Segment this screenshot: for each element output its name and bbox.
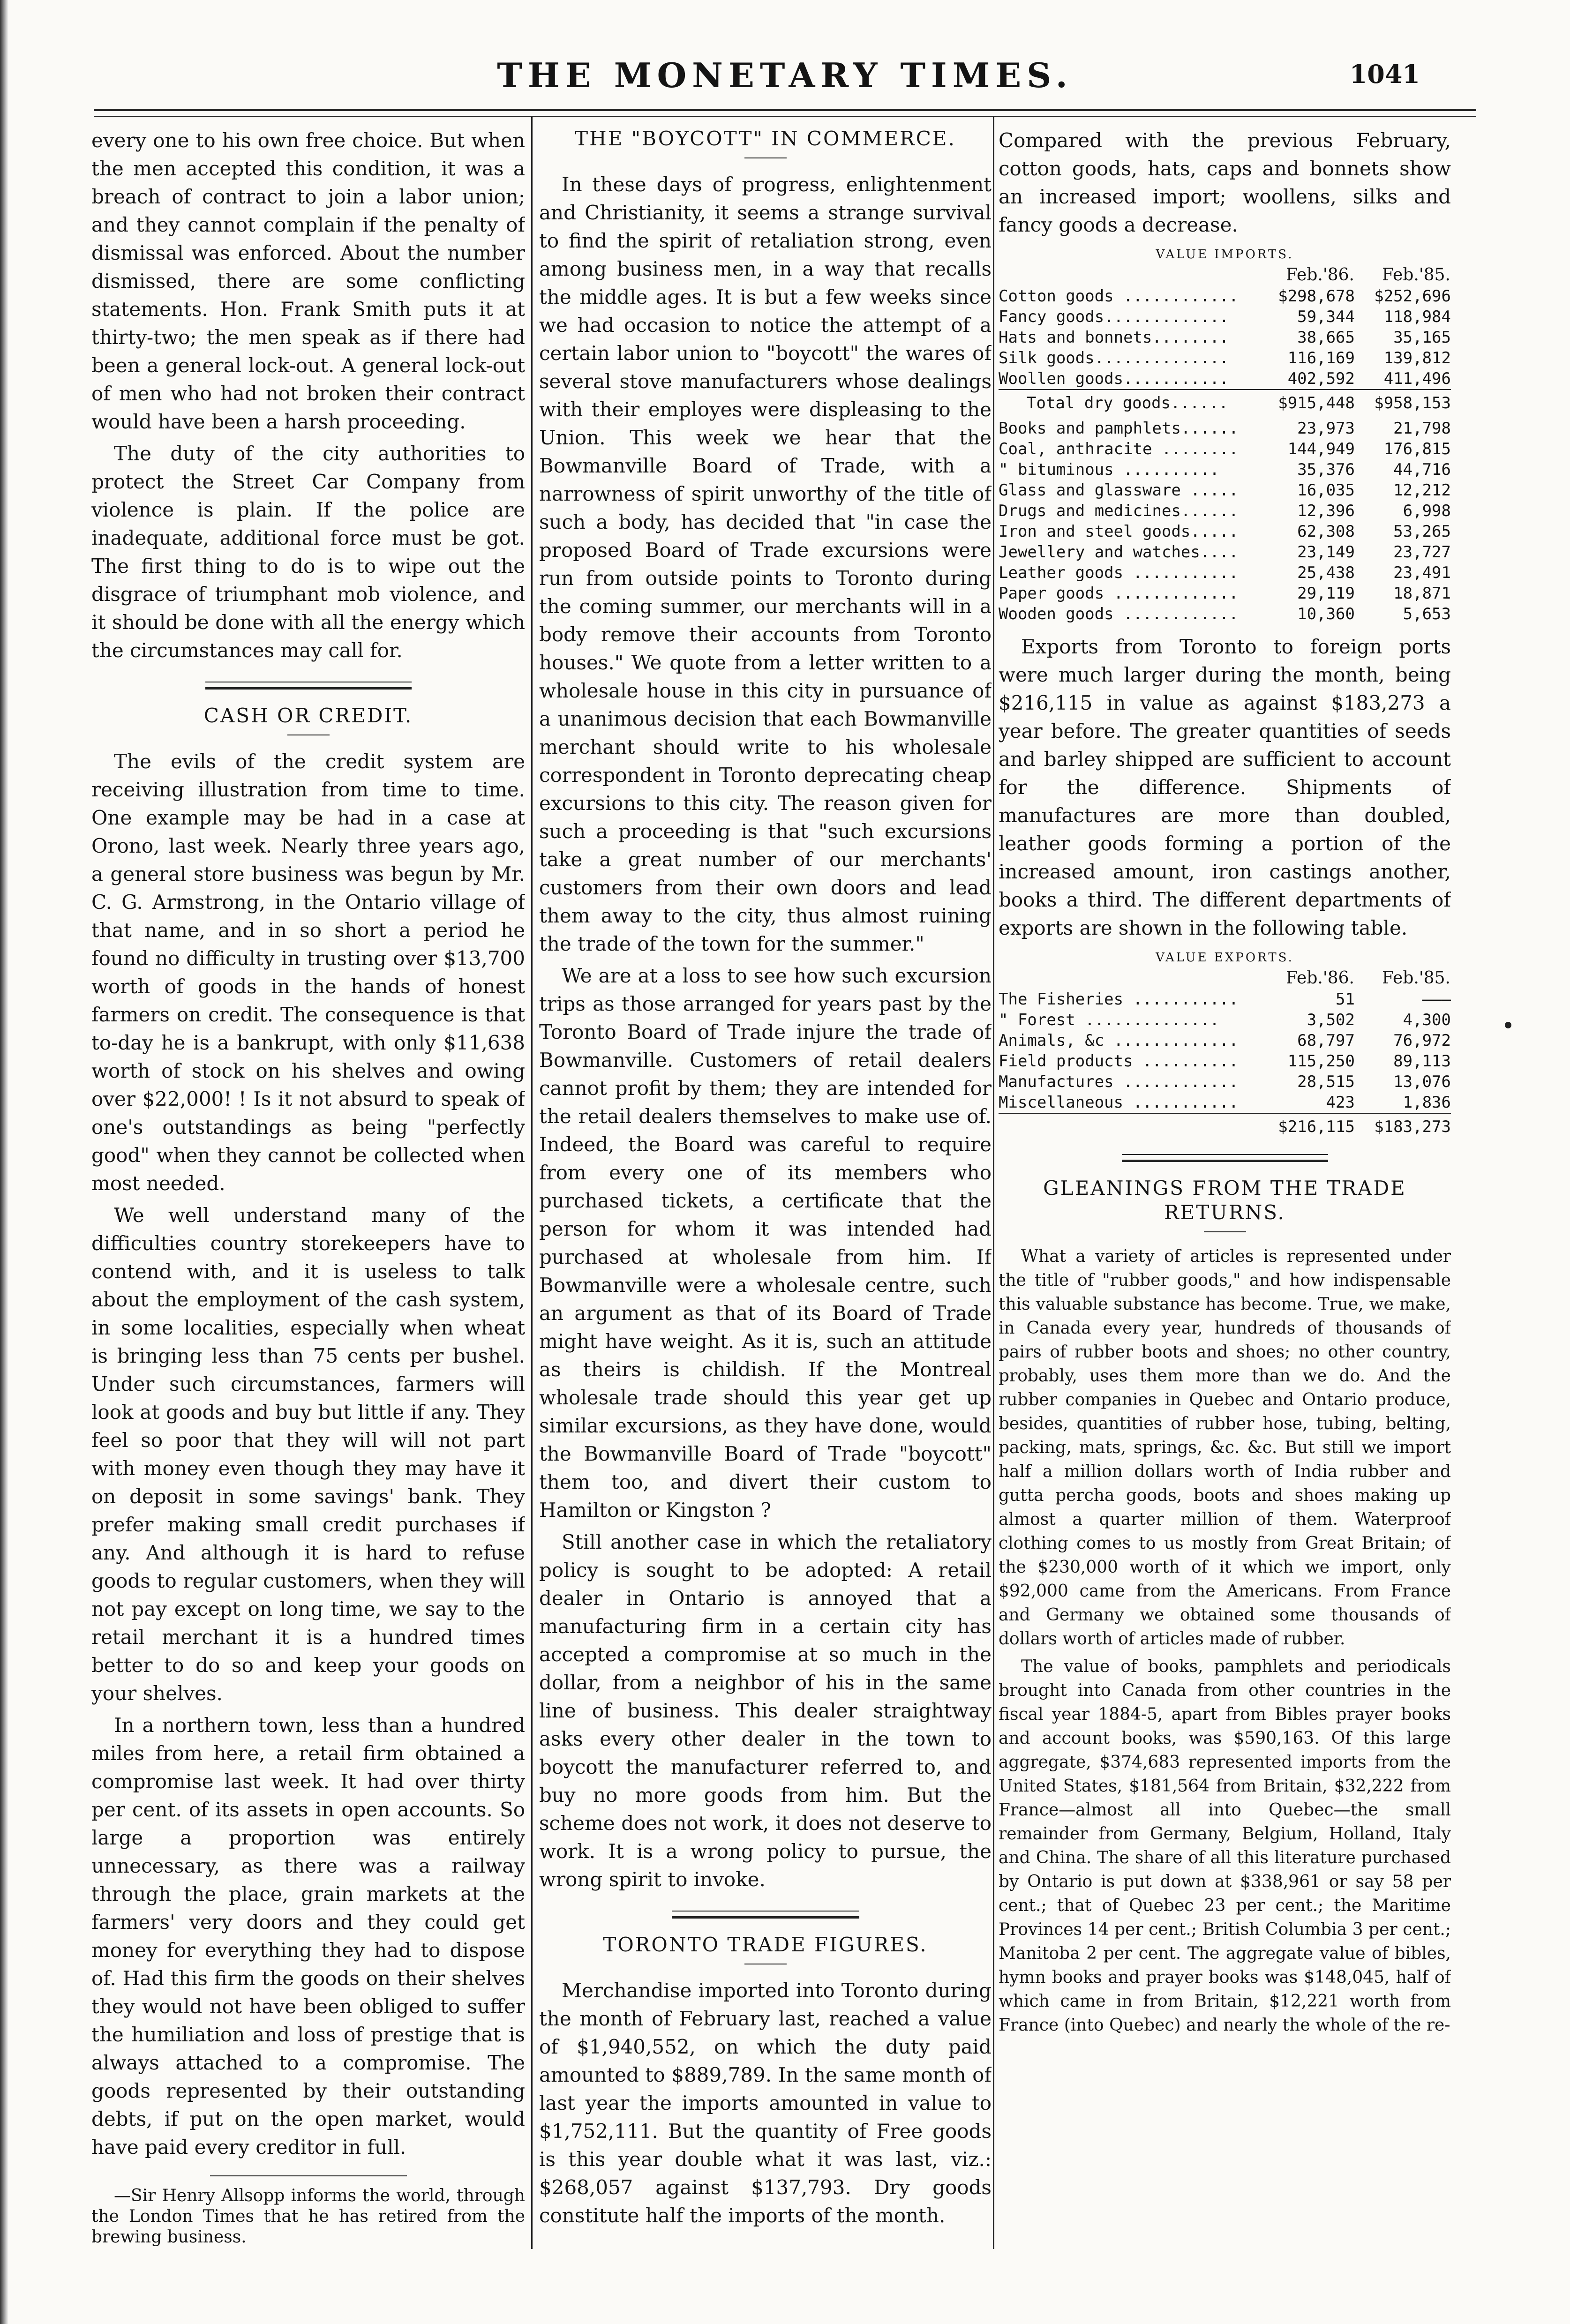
row-value: 44,716: [1393, 460, 1451, 479]
row-value: 4,300: [1403, 1011, 1451, 1029]
row-label: Woollen goods...........: [999, 369, 1229, 388]
table-row: [999, 562, 1451, 583]
row-value: 51: [1336, 990, 1355, 1009]
exports-table-title: VALUE EXPORTS.: [1156, 951, 1294, 965]
row-value: 6,998: [1403, 502, 1451, 520]
row-value: 144,949: [1287, 440, 1355, 458]
paragraph: Still another case in which the retaliatory policy is sought to be adopted: A retail dealer in Ontario is annoyed that a manufacturing firm in a certain city has accepted a compromise at so much in the dollar, from a neighbor of his in the same line of business. This dealer straightway asks every other dealer in the town to boycott the manufacturer referred to, and buy no more goods from him. But the scheme does not work, it does not deserve to work. It is a wrong policy to pursue, the wrong spirit to invoke.: [539, 1530, 992, 1891]
row-value: 59,344: [1297, 307, 1355, 326]
row-value: 3,502: [1307, 1011, 1355, 1029]
row-value: 35,376: [1297, 460, 1355, 479]
paragraph: What a variety of articles is represented under the title of "rubber goods," and how indispensable this valuable substance has become. True, we make, in Canada every year, hundreds of thousands of pairs of rubber boots and shoes; no other country, probably, uses them more than we do. And the rubber companies in Quebec and Ontario produce, besides, quantities of rubber hose, tubing, belting, packing, mats, springs, &c. &c. But still we import half a million dollars worth of India rubber and gutta percha goods, boots and shoes making up almost a quarter million of them. Waterproof clothing comes to us mostly from Great Britain; of the $230,000 worth of it which we import, only $92,000 came from the Americans. From France and Germany we obtained some thousands of dollars worth of articles made of rubber.: [999, 1247, 1451, 1649]
table-row: [999, 459, 1451, 480]
column-3: [999, 127, 1451, 2263]
table-row: [999, 583, 1451, 604]
row-value: 23,491: [1393, 563, 1451, 582]
row-label: Silk goods..............: [999, 349, 1229, 367]
row-label: Jewellery and watches....: [999, 543, 1239, 562]
table-row: [999, 1030, 1451, 1051]
imports-table: [999, 264, 1451, 624]
row-label: Hats and bonnets........: [999, 328, 1229, 347]
total-label: Total dry goods......: [999, 390, 1259, 413]
row-value: 18,871: [1393, 584, 1451, 603]
table-row: [999, 327, 1451, 348]
row-value: 76,972: [1393, 1031, 1451, 1050]
row-value: 423: [1326, 1093, 1355, 1112]
headline-toronto-trade-figures: TORONTO TRADE FIGURES.: [603, 1933, 928, 1956]
row-label: Field products ..........: [999, 1052, 1239, 1071]
column-header: Feb.'85.: [1382, 968, 1450, 988]
row-value: 35,165: [1393, 328, 1451, 347]
ink-dot: [1505, 1022, 1511, 1028]
table-row: [999, 521, 1451, 542]
row-value: 89,113: [1393, 1052, 1451, 1071]
row-value: 176,815: [1383, 440, 1451, 458]
row-label: Wooden goods ............: [999, 605, 1239, 623]
table-row: [999, 439, 1451, 459]
section-separator: [205, 682, 412, 690]
column-header: Feb.'86.: [1286, 265, 1354, 285]
page-number: 1041: [1349, 59, 1420, 89]
table-row: [999, 348, 1451, 368]
row-value: $252,696: [1374, 287, 1451, 306]
footnote-rule: [210, 2175, 407, 2176]
headline-boycott: THE "BOYCOTT" IN COMMERCE.: [575, 127, 956, 150]
row-value: 23,727: [1393, 543, 1451, 562]
row-value: 5,653: [1403, 605, 1451, 623]
total-value: $216,115: [1259, 1113, 1355, 1137]
row-value: 23,149: [1297, 543, 1355, 562]
row-value: 115,250: [1287, 1052, 1355, 1071]
row-value: 118,984: [1383, 307, 1451, 326]
headline-gleanings: GLEANINGS FROM THE TRADE RETURNS.: [1043, 1177, 1406, 1224]
table-row: [999, 1010, 1451, 1030]
row-value: 62,308: [1297, 522, 1355, 541]
table-row: [999, 480, 1451, 501]
total-value: $915,448: [1259, 390, 1355, 413]
column-header: Feb.'86.: [1286, 968, 1354, 988]
section-separator: [1122, 1154, 1328, 1162]
table-row: [999, 413, 1451, 439]
row-value: 12,396: [1297, 502, 1355, 520]
paragraph: The value of books, pamphlets and periodicals brought into Canada from other countries in the fiscal year 1884-5, apart from Bibles prayer books and account books, was $590,163. Of this large aggregate, $374,683 represented imports from the United States, $181,564 from Britain, $32,222 from France—almost all into Quebec—the small remainder from Germany, Belgium, Holland, Italy and China. The share of all this literature purchased by Ontario is put down at $338,961 or say 58 per cent.; that of Quebec 23 per cent.; the Maritime Provinces 14 per cent.; British Columbia 3 per cent.; Manitoba 2 per cent. The aggregate value of bibles, hymn books and prayer books was $148,045, half of which came in from Britain, $12,221 worth from France (into Quebec) and nearly the whole of the re-: [999, 1657, 1451, 2035]
column-2: [539, 127, 992, 2263]
row-value: 38,665: [1297, 328, 1355, 347]
row-value: 25,438: [1297, 563, 1355, 582]
table-row: [999, 307, 1451, 327]
row-label: Drugs and medicines......: [999, 502, 1239, 520]
row-label: Fancy goods.............: [999, 307, 1229, 326]
row-value: 21,798: [1393, 419, 1451, 438]
row-value: 411,496: [1383, 369, 1451, 388]
row-value: 402,592: [1287, 369, 1355, 388]
paragraph: We are at a loss to see how such excursion trips as those arranged for years past by the Toronto Board of Trade injure the trade of Bowmanville. Customers of retail dealers cannot profit by them; they are intended for the retail dealers themselves to make use of. Indeed, the Board was careful to require from every one of its members who purchased tickets, a certificate that the person for whom it was intended had purchased at wholesale from him. If Bowmanville were a wholesale centre, such an argument as that of its Board of Trade might have weight. As it is, such an attitude as theirs is childish. If the Montreal wholesale trade should this year get up similar excursions, as they have done, would the Bowmanville Board of Trade "boycott" them too, and divert their custom to Hamilton or Kingston ?: [539, 964, 992, 1522]
table-row: [999, 1072, 1451, 1092]
paragraph: Exports from Toronto to foreign ports were much larger during the month, being $216,115 in value as against $183,273 a year before. The greater quantities of seeds and barley shipped are sufficient to account for the difference. Shipments of manufactures are more than doubled, leather goods forming a portion of the increased amount, iron castings another, books a third. The different departments of exports are shown in the following table.: [999, 635, 1451, 939]
headline-cash-or-credit: CASH OR CREDIT.: [203, 704, 413, 727]
total-value: $958,153: [1355, 390, 1451, 413]
column-rule-1: [531, 117, 533, 2249]
table-row: [999, 542, 1451, 562]
masthead: [94, 8, 1476, 102]
scan-binding-edge: [0, 0, 8, 2324]
table-row: [999, 286, 1451, 307]
table-row: [999, 989, 1451, 1010]
paragraph: every one to his own free choice. But when the men accepted this condition, it was a breach of contract to join a labor union; and they cannot complain if the penalty of dismissal was enforced. About the number dismissed, there are some conflicting statements. Hon. Frank Smith puts it at thirty-two; the men speak as if there had been a general lock-out. A general lock-out of men who had not broken their contract would have been a harsh proceeding.: [91, 129, 525, 433]
section-separator: [672, 1911, 859, 1919]
table-row: [999, 1092, 1451, 1113]
paragraph: The evils of the credit system are receiving illustration from time to time. One example may be had in a case at Orono, last week. Nearly three years ago, a general store business was begun by Mr. C. G. Armstrong, in the Ontario village of that name, and in so short a period he found no difficulty in trusting over $13,700 worth of goods in the hands of honest farmers on credit. The consequence is that to-day he is a bankrupt, with only $11,638 worth of stock on his shelves and owing over $22,000! ! Is it not absurd to speak of one's outstandings as being "perfectly good" when they cannot be collected when most needed.: [91, 750, 525, 1195]
column-rule-2: [993, 117, 994, 2249]
table-row: [999, 1051, 1451, 1072]
headline-dash: [744, 157, 787, 158]
row-value: ———: [1422, 990, 1451, 1009]
row-value: 16,035: [1297, 481, 1355, 500]
row-label: " bituminous ..........: [999, 460, 1219, 479]
row-value: $298,678: [1278, 287, 1355, 306]
row-label: Iron and steel goods.....: [999, 522, 1239, 541]
row-label: Manufactures ............: [999, 1072, 1239, 1091]
exports-table: [999, 967, 1451, 1137]
paragraph: In a northern town, less than a hundred miles from here, a retail firm obtained a compromise last week. It had over thirty per cent. of its assets in open accounts. So large a proportion was entirely unnecessary, as there was a railway through the place, grain markets at the farmers' very doors and they could get money for everything they had to dispose of. Had this firm the goods on their shelves they would not have been obliged to suffer the humiliation and loss of prestige that is always attached to a compromise. The goods represented by their outstanding debts, if put on the open market, would have paid every creditor in full.: [91, 1714, 525, 2159]
row-value: 23,973: [1297, 419, 1355, 438]
footnote-allsopp: —Sir Henry Allsopp informs the world, through the London Times that he has retired from the brewing business.: [91, 2186, 525, 2247]
total-value: $183,273: [1355, 1113, 1451, 1137]
imports-table-title: VALUE IMPORTS.: [1156, 247, 1294, 262]
row-label: Leather goods ...........: [999, 563, 1239, 582]
row-value: 10,360: [1297, 605, 1355, 623]
row-label: Animals, &c .............: [999, 1031, 1239, 1050]
paragraph: Compared with the previous February, cotton goods, hats, caps and bonnets show an increased import; woollens, silks and fancy goods a decrease.: [999, 129, 1451, 236]
row-label: Glass and glassware .....: [999, 481, 1239, 500]
row-value: 116,169: [1287, 349, 1355, 367]
table-row: [999, 501, 1451, 521]
table-row: [999, 368, 1451, 390]
row-value: 29,119: [1297, 584, 1355, 603]
column-header: Feb.'85.: [1382, 265, 1450, 285]
headline-dash: [1204, 1231, 1246, 1232]
row-value: 13,076: [1393, 1072, 1451, 1091]
row-label: " Forest ..............: [999, 1011, 1219, 1029]
row-value: 68,797: [1297, 1031, 1355, 1050]
row-value: 53,265: [1393, 522, 1451, 541]
newspaper-title: THE MONETARY TIMES.: [497, 55, 1073, 95]
row-value: 12,212: [1393, 481, 1451, 500]
paragraph: Merchandise imported into Toronto during the month of February last, reached a value of $1,940,552, on which the duty paid amounted to $889,789. In the same month of last year the imports amounted in value to $1,752,111. But the quantity of Free goods is this year double what it was last, viz.: $268,057 against $137,793. Dry goods constitute half the imports of the month.: [539, 1979, 992, 2227]
column-1: [91, 127, 525, 2263]
row-label: Miscellaneous ...........: [999, 1093, 1239, 1112]
paragraph: We well understand many of the difficulties country storekeepers have to contend with, and it is useless to talk about the employment of the cash system, in some localities, especially when wheat is bringing less than 75 cents per bushel. Under such circumstances, farmers will look at goods and buy but little if any. They feel so poor that they will will not part with money even though they may have it on deposit in some savings' bank. They prefer making small credit purchases if any. And although it is hard to refuse goods to regular customers, when they will not pay except on long time, we say to the retail merchant it is a hundred times better to do so and keep your goods on your shelves.: [91, 1204, 525, 1705]
row-label: The Fisheries ...........: [999, 990, 1239, 1009]
paragraph: In these days of progress, enlightenment and Christianity, it seems a strange survival to find the spirit of retaliation strong, even among business men, in a way that recalls the middle ages. It is but a few weeks since we had occasion to notice the attempt of a certain labor union to "boycott" the wares of several stove manufacturers whose dealings with their employes were displeasing to the Union. This week we hear that the Bowmanville Board of Trade, with a narrowness of spirit unworthy of the title of such a body, has decided that "in case the proposed Board of Trade excursions were run from outside points to Toronto during the coming summer, our merchants will in a body remove their accounts from Toronto houses." We quote from a letter written to a wholesale house in this city in pursuance of a unanimous decision that each Bowmanville merchant should write to his wholesale correspondent in Toronto deprecating cheap excursions to this city. The reason given for such a proceeding is that "such excursions take a great number of our merchants' customers from their own doors and lead them away to the city, thus almost ruining the trade of the town for the summer.": [539, 173, 992, 955]
row-label: Coal, anthracite ........: [999, 440, 1239, 458]
paragraph: The duty of the city authorities to protect the Street Car Company from violence is plain. If the police are inadequate, additional force must be got. The first thing to do is to wipe out the disgrace of triumphant mob violence, and it should be done with all the energy which the circumstances may call for.: [91, 442, 525, 662]
table-row: [999, 604, 1451, 624]
header-rule: [94, 109, 1476, 117]
row-value: 1,836: [1403, 1093, 1451, 1112]
row-value: 28,515: [1297, 1072, 1355, 1091]
row-label: Paper goods .............: [999, 584, 1239, 603]
row-value: 139,812: [1383, 349, 1451, 367]
row-label: Books and pamphlets......: [999, 419, 1239, 438]
row-label: Cotton goods ............: [999, 287, 1239, 306]
